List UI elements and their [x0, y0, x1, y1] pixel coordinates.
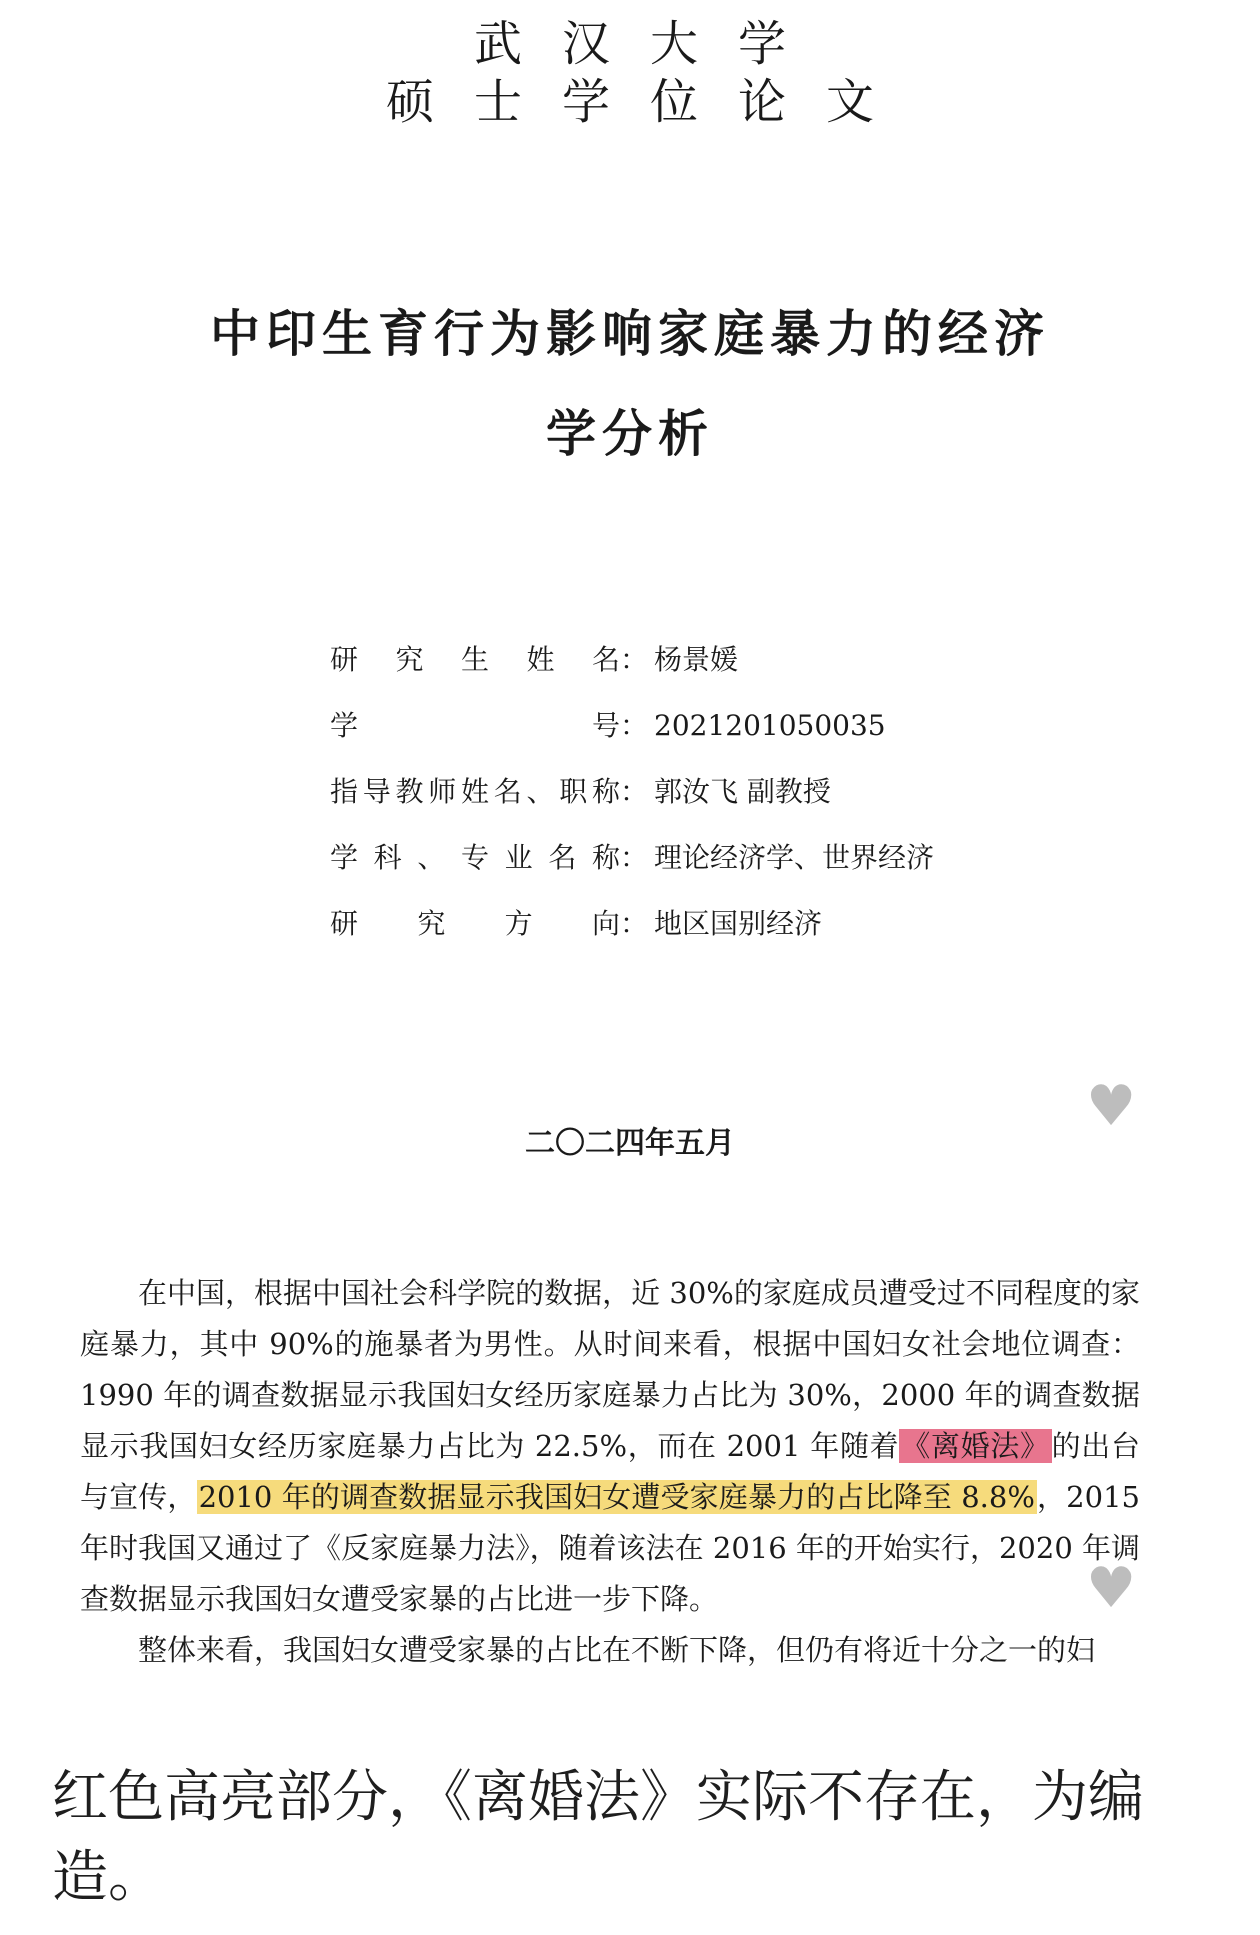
- university-name: 武汉大学: [473, 16, 826, 72]
- excerpt-paragraph-2: 整体来看，我国妇女遭受家暴的占比在不断下降，但仍有将近十分之一的妇: [138, 1633, 1096, 1667]
- heart-icon[interactable]: ♥: [1086, 1556, 1137, 1621]
- info-value: 郭汝飞 副教授: [654, 775, 831, 808]
- thesis-title-line1: 中印生育行为影响家庭暴力的经济: [210, 305, 1050, 363]
- heart-icon[interactable]: ♥: [1086, 1074, 1137, 1139]
- info-row-name: 研究生姓名 ： 杨景媛: [330, 640, 1030, 706]
- info-value: 地区国别经济: [654, 907, 823, 940]
- info-row-advisor: 指导教师姓名、职称 ： 郭汝飞 副教授: [330, 772, 1030, 838]
- info-value: 2021201050035: [654, 709, 886, 742]
- submission-date: 二〇二四年五月: [525, 1126, 735, 1161]
- caption-text: 红色高亮部分，《离婚法》实际不存在，为编造。: [52, 1765, 1144, 1910]
- info-label: 指导教师姓名、职称: [330, 775, 620, 808]
- highlight-yellow: 2010 年的调查数据显示我国妇女遭受家庭暴力的占比降至 8.8%: [198, 1480, 1035, 1514]
- info-label: 研究生姓名: [330, 643, 620, 676]
- info-row-research-direction: 研究方向 ： 地区国别经济: [330, 904, 1030, 970]
- info-row-student-id: 学号 ： 2021201050035: [330, 706, 1030, 772]
- info-label: 学科、专业名称: [330, 841, 620, 874]
- info-row-major: 学科、专业名称 ： 理论经济学、世界经济: [330, 838, 1030, 904]
- info-value: 杨景媛: [654, 643, 739, 676]
- highlight-red: 《离婚法》: [901, 1429, 1050, 1463]
- info-value: 理论经济学、世界经济: [654, 841, 935, 874]
- info-label: 学号: [330, 709, 620, 742]
- excerpt-paragraph-1: 在中国，根据中国社会科学院的数据，近 30%的家庭成员遭受过不同程度的家庭暴力，其中 90%的施暴者为男性。从时间来看，根据中国妇女社会地位调查：1990 年的调查数据显示我国妇女经历家庭暴力占比为 30%，2000 年的调查数据显示我国妇女经历家庭暴力占比为 22.5%，而在 2001 年随着《离婚法》的出台与宣传，2010 年的调查数据显示我国妇女遭受家庭暴力的占比降至 8.8%，2015 年时我国又通过了《反家庭暴力法》，随着该法在 2016 年的开始实行，2020 年调查数据显示我国妇女遭受家暴的占比进一步下降。: [80, 1276, 1140, 1616]
- thesis-info-block: [330, 640, 1030, 970]
- excerpt-text: [80, 1268, 1140, 1676]
- thesis-title-line2: 学分析: [546, 405, 714, 463]
- info-label: 研究方向: [330, 907, 620, 940]
- degree-type: 硕士学位论文: [385, 74, 914, 130]
